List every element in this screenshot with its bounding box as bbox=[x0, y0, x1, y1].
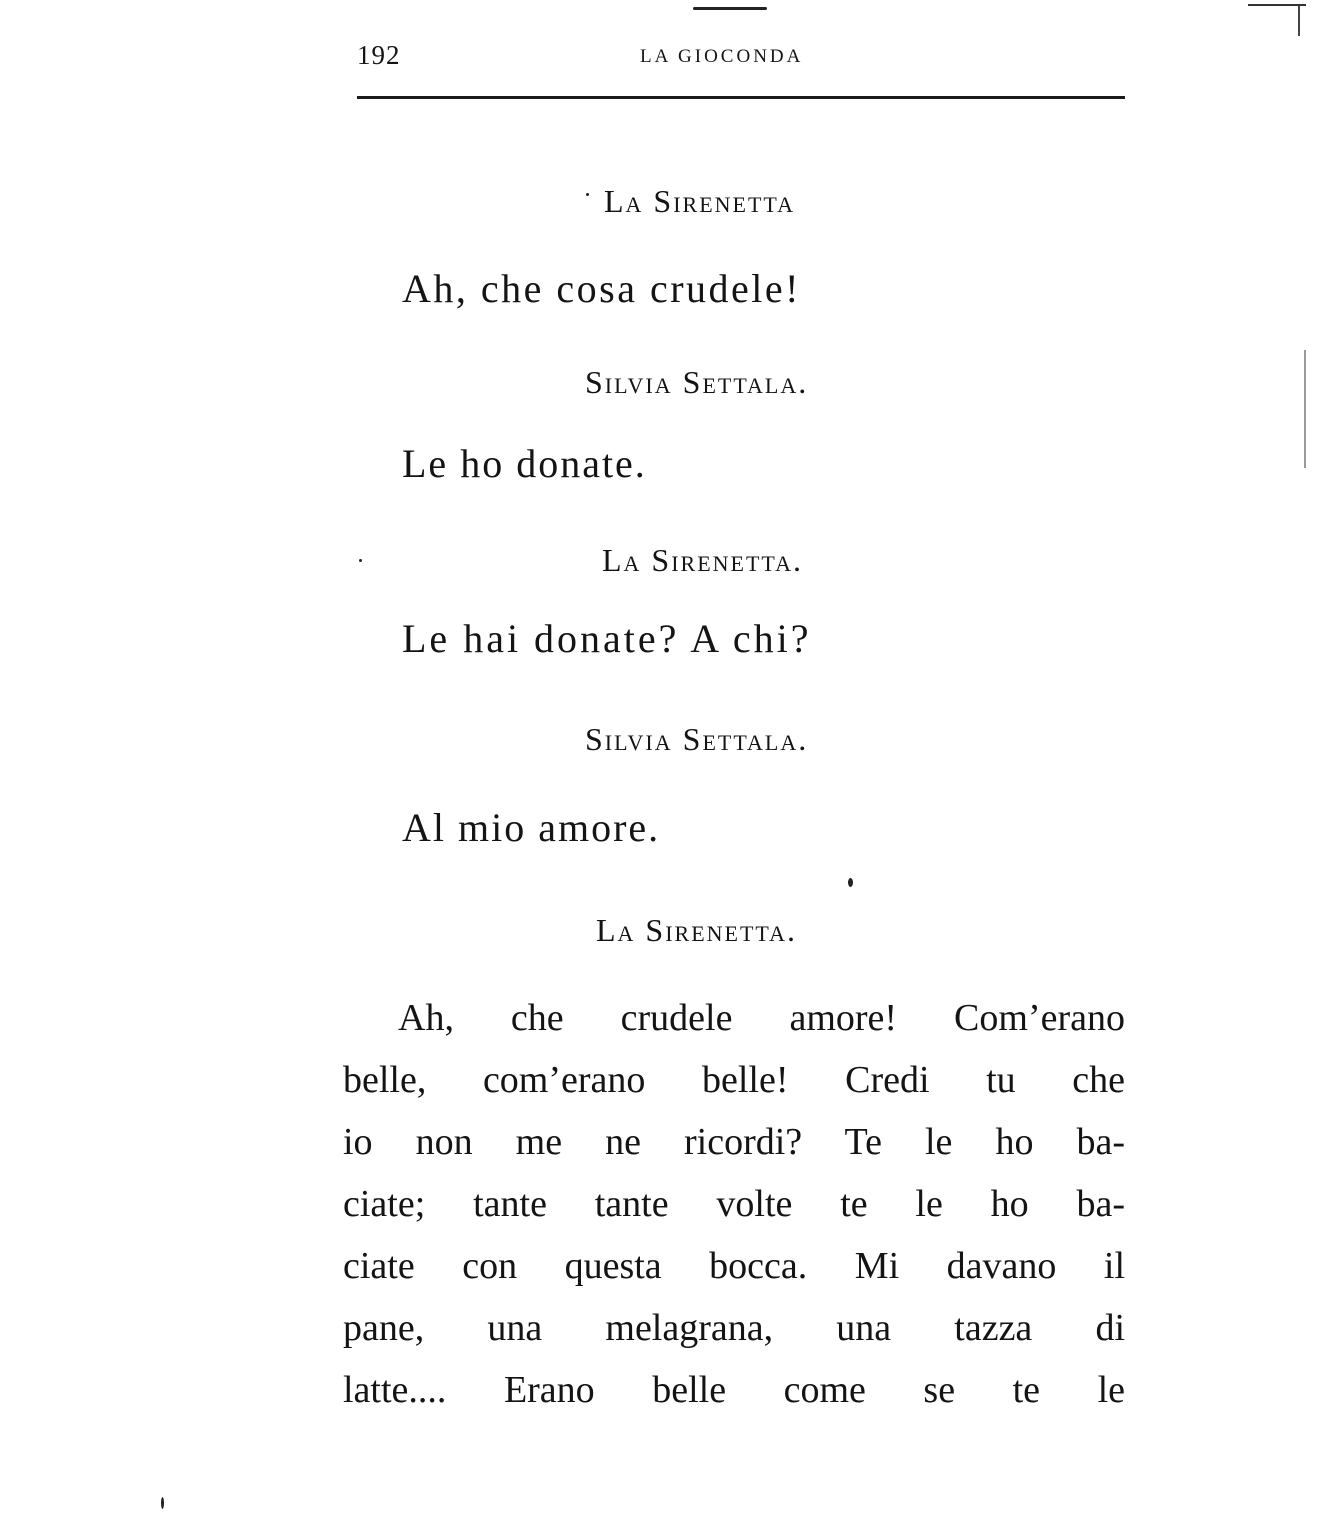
ink-speck bbox=[359, 559, 362, 562]
running-title: LA GIOCONDA bbox=[640, 46, 804, 67]
prose-line: belle, com’erano belle! Credi tu che bbox=[343, 1059, 1125, 1101]
prose-line: pane, una melagrana, una tazza di bbox=[343, 1307, 1125, 1349]
speaker-name: La Sirenetta. bbox=[602, 542, 803, 578]
dialogue-line: Al mio amore. bbox=[402, 805, 661, 850]
prose-line: ciate con questa bocca. Mi davano il bbox=[343, 1245, 1125, 1287]
speaker-name: La Sirenetta. bbox=[596, 912, 797, 948]
dialogue-line: Le ho donate. bbox=[402, 441, 647, 486]
page-number: 192 bbox=[357, 40, 401, 70]
scan-edge-mark bbox=[1298, 6, 1300, 36]
ink-speck bbox=[586, 193, 589, 196]
speaker-name: La Sirenetta bbox=[604, 183, 795, 219]
scan-edge-mark bbox=[693, 7, 767, 10]
scan-margin-line bbox=[1304, 350, 1306, 468]
speaker-name: Silvia Settala. bbox=[585, 364, 809, 400]
dialogue-line: Ah, che cosa crudele! bbox=[402, 266, 801, 311]
prose-line: latte.... Erano belle come se te le bbox=[343, 1369, 1125, 1411]
speaker-name: Silvia Settala. bbox=[585, 721, 809, 757]
ink-speck bbox=[848, 878, 853, 887]
prose-line: io non me ne ricordi? Te le ho ba- bbox=[343, 1121, 1125, 1163]
prose-line: Ah, che crudele amore! Com’erano bbox=[398, 997, 1125, 1039]
prose-line: ciate; tante tante volte te le ho ba- bbox=[343, 1183, 1125, 1225]
ink-speck bbox=[161, 1497, 164, 1509]
header-rule bbox=[357, 96, 1125, 99]
dialogue-line: Le hai donate? A chi? bbox=[402, 616, 812, 661]
